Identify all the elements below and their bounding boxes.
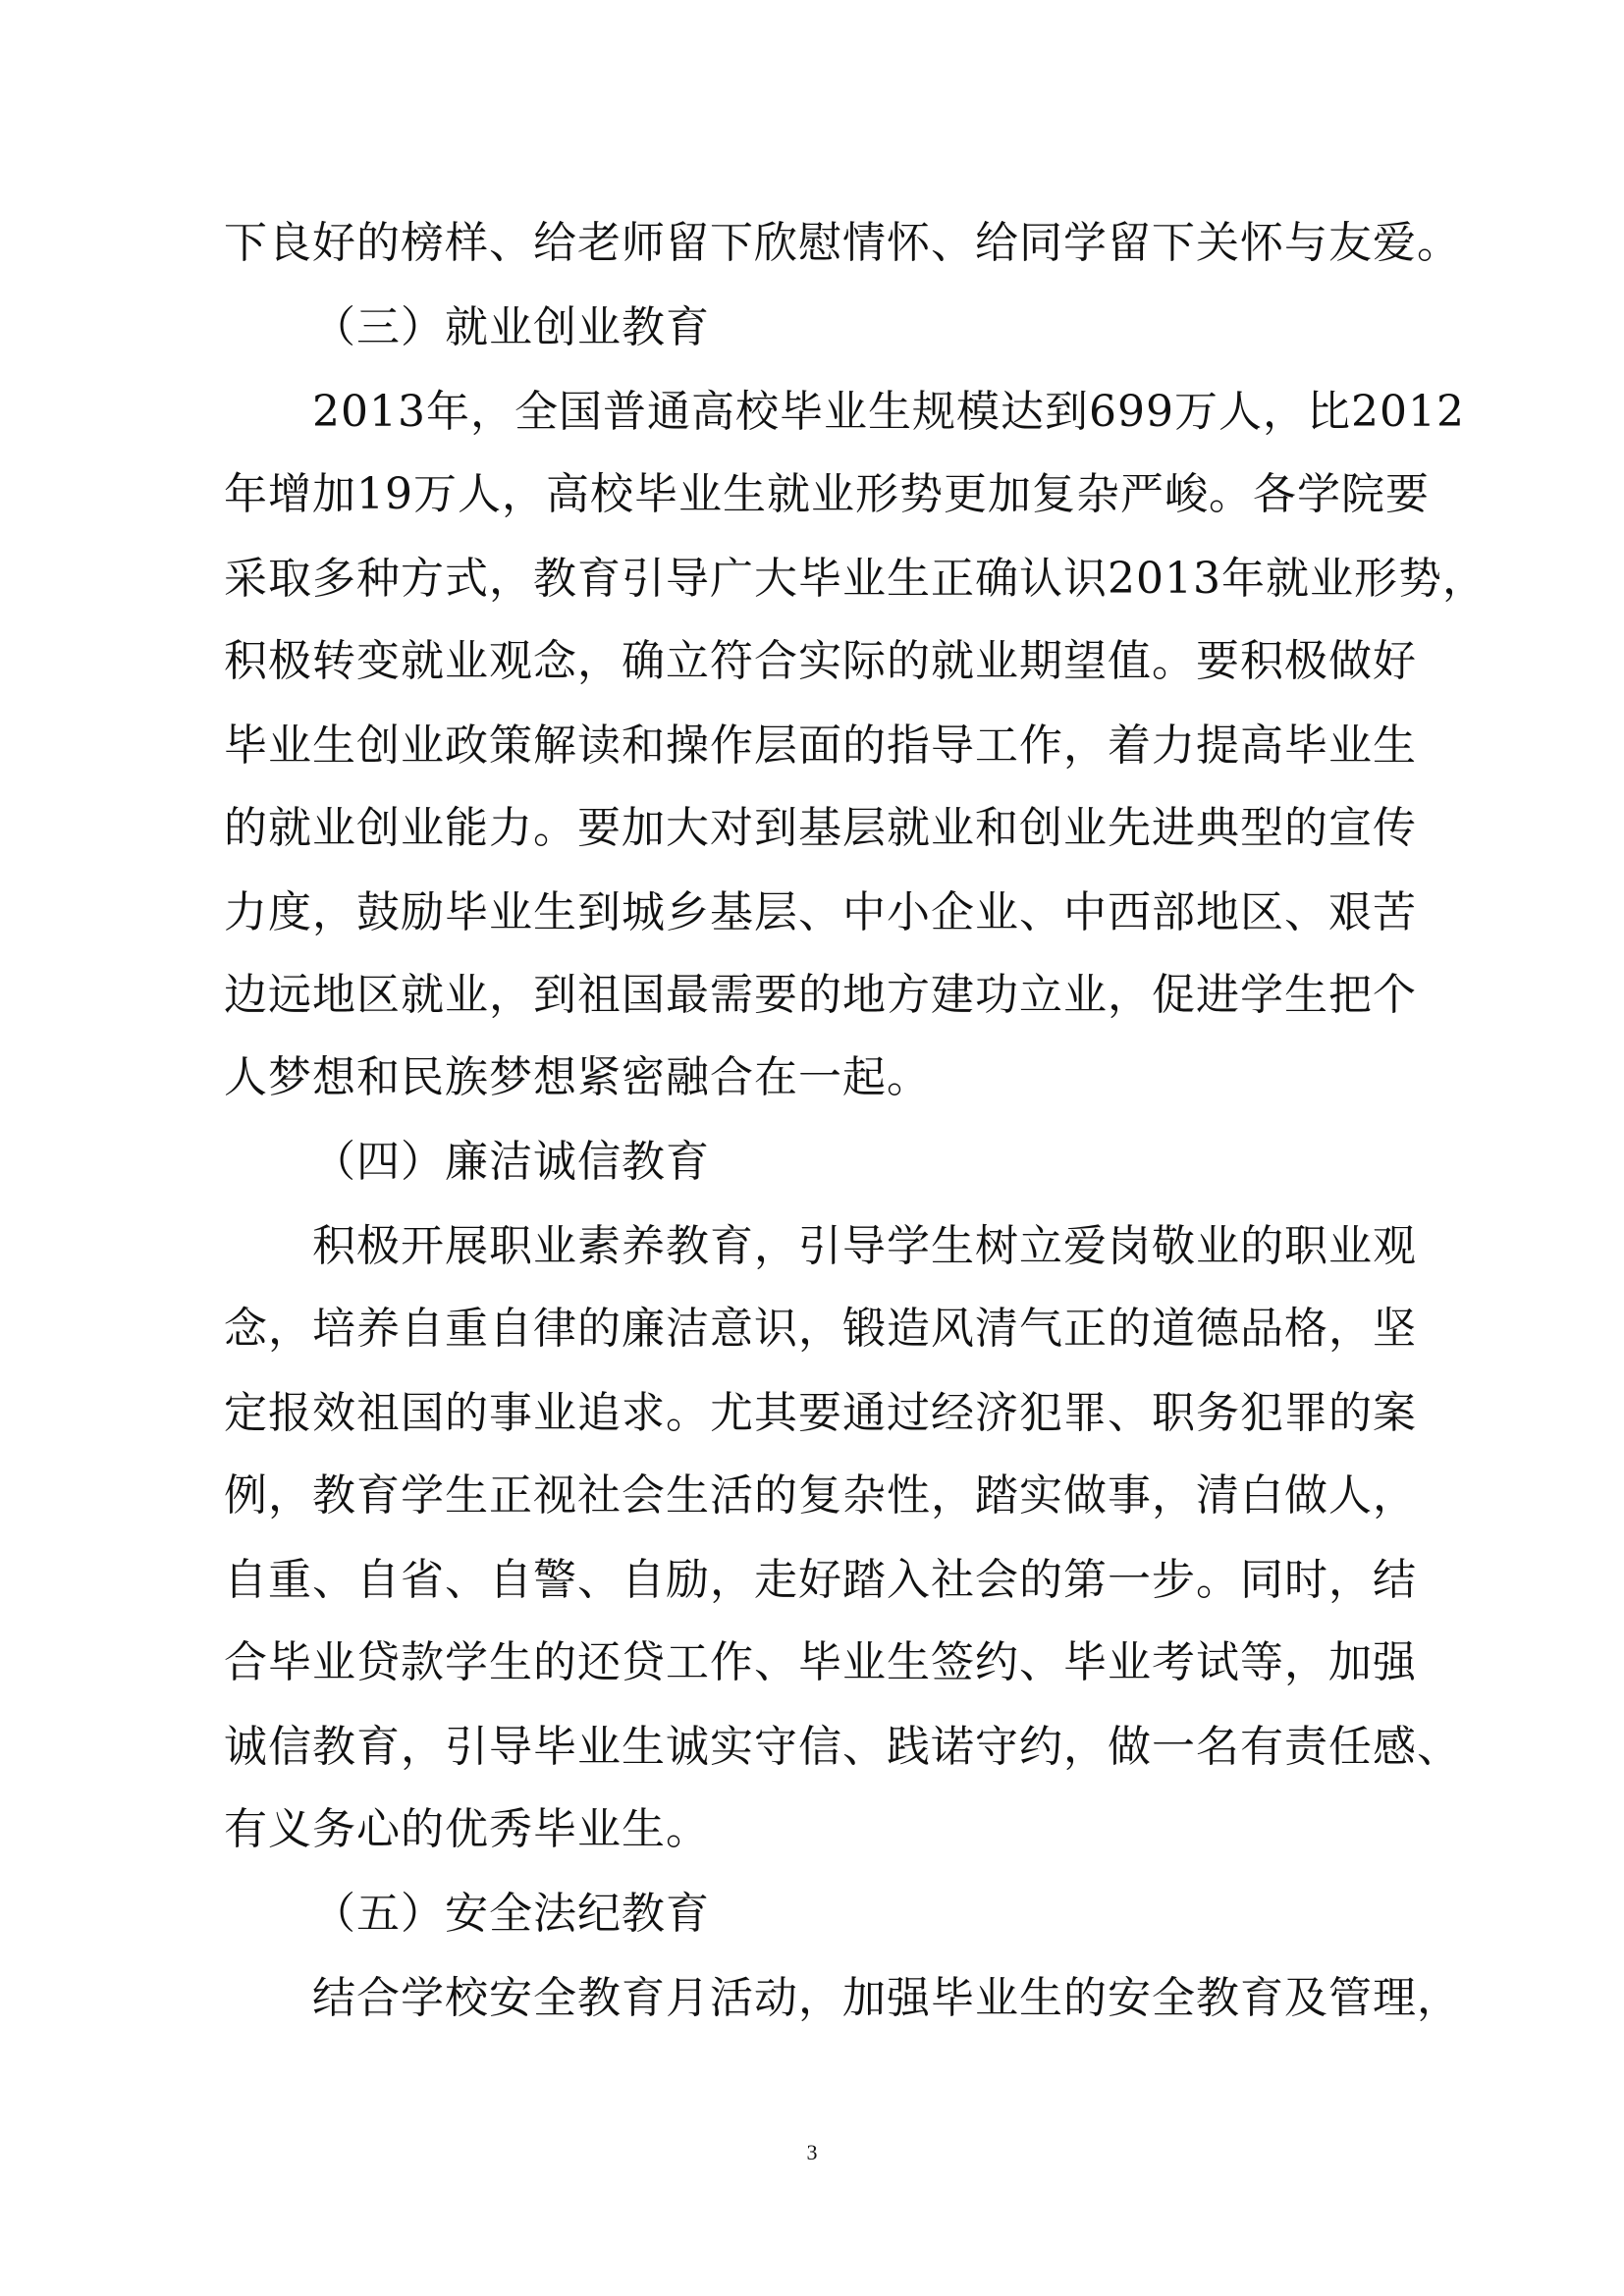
page-number: 3: [806, 2140, 818, 2164]
paragraph-line: 积极开展职业素养教育，引导学生树立爱岗敬业的职业观: [312, 1221, 1417, 1271]
paragraph-line: 下良好的榜样、给老师留下欣慰情怀、给同学留下关怀与友爱。: [224, 218, 1461, 268]
paragraph-line: 力度，鼓励毕业生到城乡基层、中小企业、中西部地区、艰苦: [224, 887, 1417, 937]
section-heading: （五）安全法纪教育: [312, 1889, 710, 1939]
paragraph-line: 定报效祖国的事业追求。尤其要通过经济犯罪、职务犯罪的案: [224, 1388, 1417, 1438]
paragraph-line: 人梦想和民族梦想紧密融合在一起。: [224, 1052, 931, 1102]
paragraph-line: 采取多种方式，教育引导广大毕业生正确认识2013年就业形势，: [224, 554, 1487, 604]
paragraph-line: 的就业创业能力。要加大对到基层就业和创业先进典型的宣传: [224, 803, 1417, 853]
paragraph-line: 积极转变就业观念，确立符合实际的就业期望值。要积极做好: [224, 636, 1417, 686]
paragraph-line: 念，培养自重自律的廉洁意识，锻造风清气正的道德品格，坚: [224, 1304, 1417, 1354]
paragraph-line: 边远地区就业，到祖国最需要的地方建功立业，促进学生把个: [224, 970, 1417, 1020]
section-heading: （四）廉洁诚信教育: [312, 1137, 710, 1187]
paragraph-line: 例，教育学生正视社会生活的复杂性，踏实做事，清白做人，: [224, 1470, 1417, 1521]
paragraph-line: 2013年，全国普通高校毕业生规模达到699万人，比2012: [312, 387, 1465, 437]
paragraph-line: 有义务心的优秀毕业生。: [224, 1804, 710, 1854]
paragraph-line: 结合学校安全教育月活动，加强毕业生的安全教育及管理，: [312, 1973, 1461, 2023]
paragraph-line: 合毕业贷款学生的还贷工作、毕业生签约、毕业考试等，加强: [224, 1637, 1417, 1687]
section-heading: （三）就业创业教育: [312, 302, 710, 352]
paragraph-line: 年增加19万人，高校毕业生就业形势更加复杂严峻。各学院要: [224, 469, 1430, 519]
paragraph-line: 诚信教育，引导毕业生诚实守信、践诺守约，做一名有责任感、: [224, 1722, 1461, 1772]
paragraph-line: 自重、自省、自警、自励，走好踏入社会的第一步。同时，结: [224, 1555, 1417, 1605]
paragraph-line: 毕业生创业政策解读和操作层面的指导工作，着力提高毕业生: [224, 721, 1417, 771]
